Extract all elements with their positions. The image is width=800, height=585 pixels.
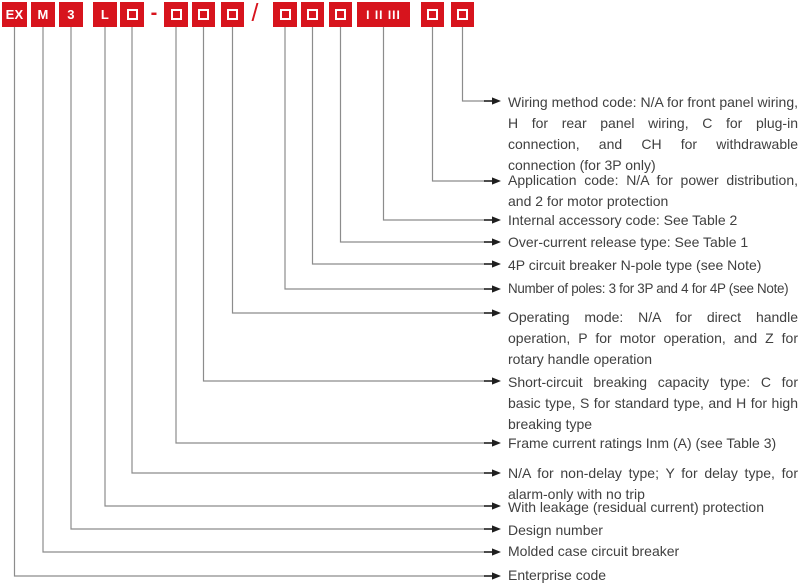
legend-leakage-protection: With leakage (residual current) protection [508,499,765,515]
placeholder-square-icon [457,9,468,20]
placeholder-square-icon [127,9,138,20]
code-box-design-number-label: 3 [67,7,75,22]
code-box-wiring-method [451,2,474,27]
code-box-product-label: M [37,7,49,22]
code-box-leakage [93,2,117,27]
arrow-head-icon [492,548,501,555]
code-box-internal-accessory-label: I II III [366,7,401,22]
legend-application-code: Application code: N/A for power distribution, and 2 for motor protection [508,172,798,209]
connector-line [384,27,486,220]
code-box-enterprise [2,2,27,27]
placeholder-square-icon [307,9,318,20]
code-box-operating-mode [221,2,244,27]
code-box-product [31,2,55,27]
placeholder-square-icon [198,9,209,20]
legend-number-of-poles: Number of poles: 3 for 3P and 4 for 4P (see Note) [508,281,789,296]
arrow-head-icon [492,260,501,267]
code-box-enterprise-label: EX [5,7,24,22]
placeholder-square-icon [427,9,438,20]
arrow-head-icon [492,439,501,446]
code-box-poles [273,2,297,27]
legend-delay-type: N/A for non-delay type; Y for delay type, for alarm-only with no trip [508,465,798,502]
legend-internal-accessory: Internal accessory code: See Table 2 [508,212,738,228]
connector-line [285,27,485,289]
connector-line [341,27,486,242]
code-separator-dash: - [150,2,158,24]
code-box-delay-type [120,2,144,27]
connector-line [204,27,486,381]
connector-line [71,27,485,529]
placeholder-square-icon [280,9,291,20]
arrow-head-icon [492,238,501,245]
arrow-head-icon [492,97,501,104]
code-box-release-type [329,2,352,27]
code-separator-slash: / [251,0,259,27]
connector-line [15,27,486,576]
legend-breaking-capacity: Short-circuit breaking capacity type: C for basic type, S for standard type, and H for high breaking type [508,374,798,432]
legend-frame-current: Frame current ratings Inm (A) (see Table 3) [508,435,777,451]
legend-overcurrent-release: Over-current release type: See Table 1 [508,234,749,250]
arrow-head-icon [492,285,501,292]
placeholder-square-icon [227,9,238,20]
code-box-internal-accessory [357,2,410,27]
placeholder-square-icon [335,9,346,20]
arrow-head-icon [492,572,501,579]
arrow-head-icon [492,502,501,509]
connector-line [463,27,486,101]
arrow-head-icon [492,377,501,384]
arrow-head-icon [492,469,501,476]
arrow-head-icon [492,525,501,532]
legend-design-number: Design number [508,522,603,538]
code-box-breaking-capacity [192,2,215,27]
code-box-design-number [59,2,83,27]
legend-operating-mode: Operating mode: N/A for direct handle operation, P for motor operation, and Z for rotary handle operation [508,309,798,367]
arrow-head-icon [492,309,501,316]
code-box-frame-current [164,2,188,27]
connector-line [433,27,486,181]
code-box-leakage-label: L [100,7,110,22]
connector-line [233,27,486,313]
placeholder-square-icon [171,9,182,20]
connector-line [105,27,485,506]
legend-n-pole-type: 4P circuit breaker N-pole type (see Note) [508,257,762,273]
arrow-head-icon [492,216,501,223]
code-box-application [421,2,444,27]
arrow-head-icon [492,177,501,184]
legend-mccb: Molded case circuit breaker [508,543,680,559]
legend-wiring-method: Wiring method code: N/A for front panel wiring, H for rear panel wiring, C for plug-in connection, and CH for withdrawable connection (for 3P only) [508,94,798,173]
code-box-n-pole [301,2,324,27]
connector-line [313,27,486,264]
legend-enterprise-code: Enterprise code [508,567,607,583]
